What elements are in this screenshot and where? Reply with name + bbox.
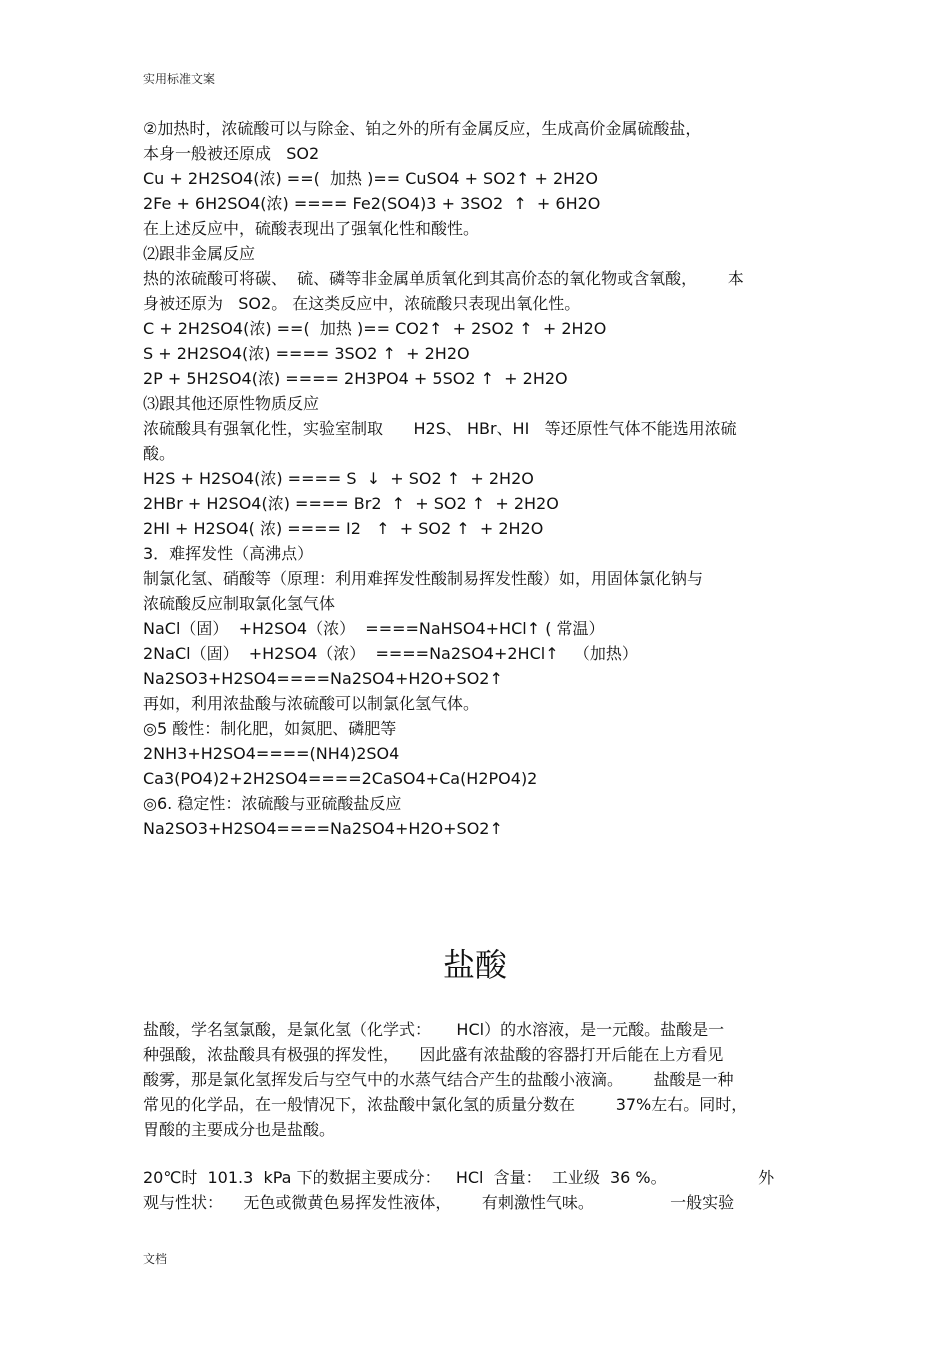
text-line: 酸。 — [143, 444, 176, 463]
text-line: Na2SO3+H2SO4====Na2SO4+H2O+SO2↑ — [143, 819, 503, 838]
text-line: 在上述反应中，硫酸表现出了强氧化性和酸性。 — [143, 219, 480, 238]
text-line: ◎6. 稳定性：浓硫酸与亚硫酸盐反应 — [143, 794, 402, 813]
text-line: Cu + 2H2SO4(浓) ==( 加热 )== CuSO4 + SO2↑ + 2H2O — [143, 169, 598, 188]
text-line: 制氯化氢、硝酸等（原理：利用难挥发性酸制易挥发性酸）如，用固体氯化钠与 — [143, 569, 704, 588]
text-line: C + 2H2SO4(浓) ==( 加热 )== CO2↑ + 2SO2 ↑ + 2H2O — [143, 319, 607, 338]
text-line: 2Fe + 6H2SO4(浓) ==== Fe2(SO4)3 + 3SO2 ↑ + 6H2O — [143, 194, 601, 213]
text-line: NaCl（固） +H2SO4（浓） ====NaHSO4+HCl↑ ( 常温） — [143, 619, 605, 638]
text-line: 浓硫酸具有强氧化性，实验室制取 H2S、 HBr、HI 等还原性气体不能选用浓硫 — [143, 419, 737, 438]
text-line: 3．难挥发性（高沸点） — [143, 544, 314, 563]
intro-paragraph — [143, 1017, 808, 1142]
properties-paragraph — [143, 1165, 808, 1215]
text-line: S + 2H2SO4(浓) ==== 3SO2 ↑ + 2H2O — [143, 344, 470, 363]
text-line: ⑵跟非金属反应 — [143, 244, 256, 263]
page-header: 实用标准文案 — [143, 72, 216, 86]
text-line: 2HBr + H2SO4(浓) ==== Br2 ↑ + SO2 ↑ + 2H2O — [143, 494, 559, 513]
text-line: 2NaCl（固） +H2SO4（浓） ====Na2SO4+2HCl↑ （加热） — [143, 644, 638, 663]
reaction-list — [143, 116, 808, 841]
text-line: H2S + H2SO4(浓) ==== S ↓ + SO2 ↑ + 2H2O — [143, 469, 534, 488]
text-line: 本身一般被还原成 SO2 — [143, 144, 320, 163]
text-line: ◎5 酸性：制化肥，如氮肥、磷肥等 — [143, 719, 397, 738]
text-line: 2P + 5H2SO4(浓) ==== 2H3PO4 + 5SO2 ↑ + 2H2O — [143, 369, 568, 388]
text-line: 常见的化学品，在一般情况下，浓盐酸中氯化氢的质量分数在 37%左右。同时， — [143, 1095, 748, 1114]
text-line: 身被还原为 SO2。 在这类反应中，浓硫酸只表现出氧化性。 — [143, 294, 581, 313]
text-line: 观与性状： 无色或微黄色易挥发性液体， 有刺激性气味。 一般实验 — [143, 1193, 735, 1212]
text-line: 浓硫酸反应制取氯化氢气体 — [143, 594, 336, 613]
text-line: 2HI + H2SO4( 浓) ==== I2 ↑ + SO2 ↑ + 2H2O — [143, 519, 544, 538]
text-line: 热的浓硫酸可将碳、 硫、磷等非金属单质氧化到其高价态的氧化物或含氧酸， 本 — [143, 269, 744, 288]
text-line: Na2SO3+H2SO4====Na2SO4+H2O+SO2↑ — [143, 669, 503, 688]
page-footer: 文档 — [143, 1252, 168, 1266]
text-line: 种强酸，浓盐酸具有极强的挥发性， 因此盛有浓盐酸的容器打开后能在上方看见 — [143, 1045, 724, 1064]
text-line: 胃酸的主要成分也是盐酸。 — [143, 1120, 336, 1139]
text-line: ②加热时，浓硫酸可以与除金、铂之外的所有金属反应，生成高价金属硫酸盐， — [143, 119, 702, 138]
text-line: Ca3(PO4)2+2H2SO4====2CaSO4+Ca(H2PO4)2 — [143, 769, 538, 788]
text-line: ⑶跟其他还原性物质反应 — [143, 394, 320, 413]
text-line: 2NH3+H2SO4====(NH4)2SO4 — [143, 744, 400, 763]
text-line: 盐酸，学名氢氯酸，是氯化氢（化学式： HCl）的水溶液，是一元酸。盐酸是一 — [143, 1020, 725, 1039]
text-line: 20℃时 101.3 kPa 下的数据主要成分： HCl 含量： 工业级 36 %。 外 — [143, 1168, 775, 1187]
text-line: 再如，利用浓盐酸与浓硫酸可以制氯化氢气体。 — [143, 694, 480, 713]
text-line: 酸雾，那是氯化氢挥发后与空气中的水蒸气结合产生的盐酸小液滴。 盐酸是一种 — [143, 1070, 734, 1089]
section-title: 盐酸 — [442, 946, 507, 984]
